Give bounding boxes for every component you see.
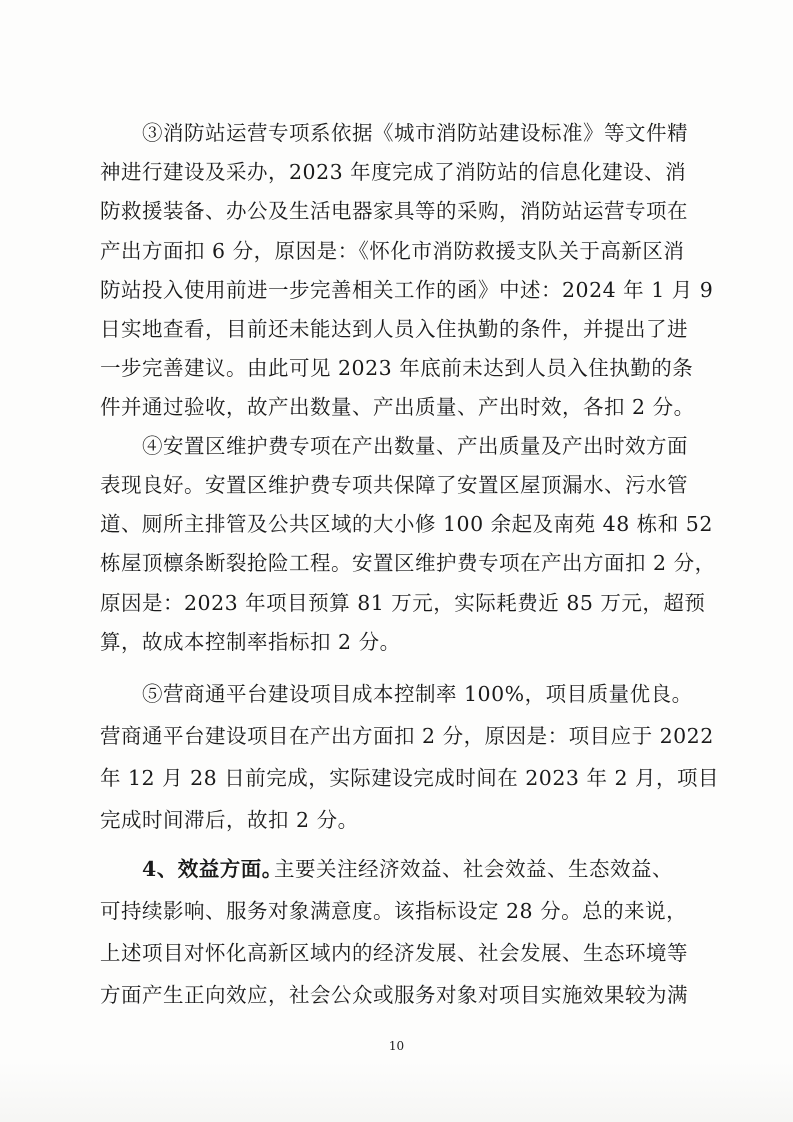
paragraph-line: [0, 718, 793, 754]
paragraph-line: [0, 350, 793, 386]
paragraph-line: [0, 233, 793, 269]
line-text: ③消防站运营专项系依据《城市消防站建设标准》等文件精: [142, 121, 688, 145]
scan-shadow: [0, 1062, 793, 1122]
line-text: 日实地查看，目前还未能达到人员入住执勤的条件，并提出了进: [100, 317, 688, 341]
paragraph-line: [0, 272, 793, 308]
line-text: 表现良好。安置区维护费专项共保障了安置区屋顶漏水、污水管: [100, 473, 688, 497]
line-text: 道、厕所主排管及公共区域的大小修 100 余起及南苑 48 栋和 52: [100, 512, 713, 536]
line-text: 算，故成本控制率指标扣 2 分。: [100, 630, 401, 654]
line-text: 方面产生正向效应，社会公众或服务对象对项目实施效果较为满: [100, 983, 688, 1007]
line-text: 可持续影响、服务对象满意度。该指标设定 28 分。总的来说，: [100, 899, 688, 923]
paragraph-line: [0, 977, 793, 1013]
line-text: 产出方面扣 6 分，原因是：《怀化市消防救援支队关于高新区消: [100, 239, 685, 263]
line-text: 防救援装备、办公及生活电器家具等的采购，消防站运营专项在: [100, 199, 688, 223]
paragraph-line: [0, 935, 793, 971]
paragraph-line: [0, 428, 793, 464]
paragraph-line: [0, 760, 793, 796]
paragraph-line: [0, 851, 793, 887]
paragraph-line: [0, 893, 793, 929]
line-text: 主要关注经济效益、社会效益、生态效益、: [274, 857, 673, 881]
paragraph-line: [0, 193, 793, 229]
line-text: 神进行建设及采办，2023 年度完成了消防站的信息化建设、消: [100, 160, 687, 184]
line-text: 一步完善建议。由此可见 2023 年底前未达到人员入住执勤的条: [100, 356, 694, 380]
page-number: 10: [388, 1039, 405, 1053]
paragraph-line: [0, 467, 793, 503]
paragraph-line: [0, 585, 793, 621]
line-text: ⑤营商通平台建设项目成本控制率 100%，项目质量优良。: [142, 682, 693, 706]
line-text: 年 12 月 28 日前完成，实际建设完成时间在 2023 年 2 月，项目: [100, 766, 720, 790]
paragraph-line: [0, 624, 793, 660]
paragraph-line: [0, 545, 793, 581]
section-heading: 4、效益方面。: [142, 857, 283, 881]
paragraph-line: [0, 311, 793, 347]
line-text: 防站投入使用前进一步完善相关工作的函》中述：2024 年 1 月 9: [100, 278, 714, 302]
paragraph-line: [0, 389, 793, 425]
paragraph-line: [0, 802, 793, 838]
line-text: 完成时间滞后，故扣 2 分。: [100, 808, 359, 832]
paragraph-line: [0, 115, 793, 151]
line-text: ④安置区维护费专项在产出数量、产出质量及产出时效方面: [142, 434, 688, 458]
line-text: 营商通平台建设项目在产出方面扣 2 分，原因是：项目应于 2022: [100, 724, 714, 748]
line-text: 上述项目对怀化高新区域内的经济发展、社会发展、生态环境等: [100, 941, 688, 965]
line-text: 栋屋顶檩条断裂抢险工程。安置区维护费专项在产出方面扣 2 分，: [100, 551, 716, 575]
paragraph-line: [0, 506, 793, 542]
line-text: 件并通过验收，故产出数量、产出质量、产出时效，各扣 2 分。: [100, 395, 695, 419]
paragraph-line: [0, 676, 793, 712]
line-text: 原因是：2023 年项目预算 81 万元，实际耗费近 85 万元，超预: [100, 591, 706, 615]
paragraph-line: [0, 154, 793, 190]
